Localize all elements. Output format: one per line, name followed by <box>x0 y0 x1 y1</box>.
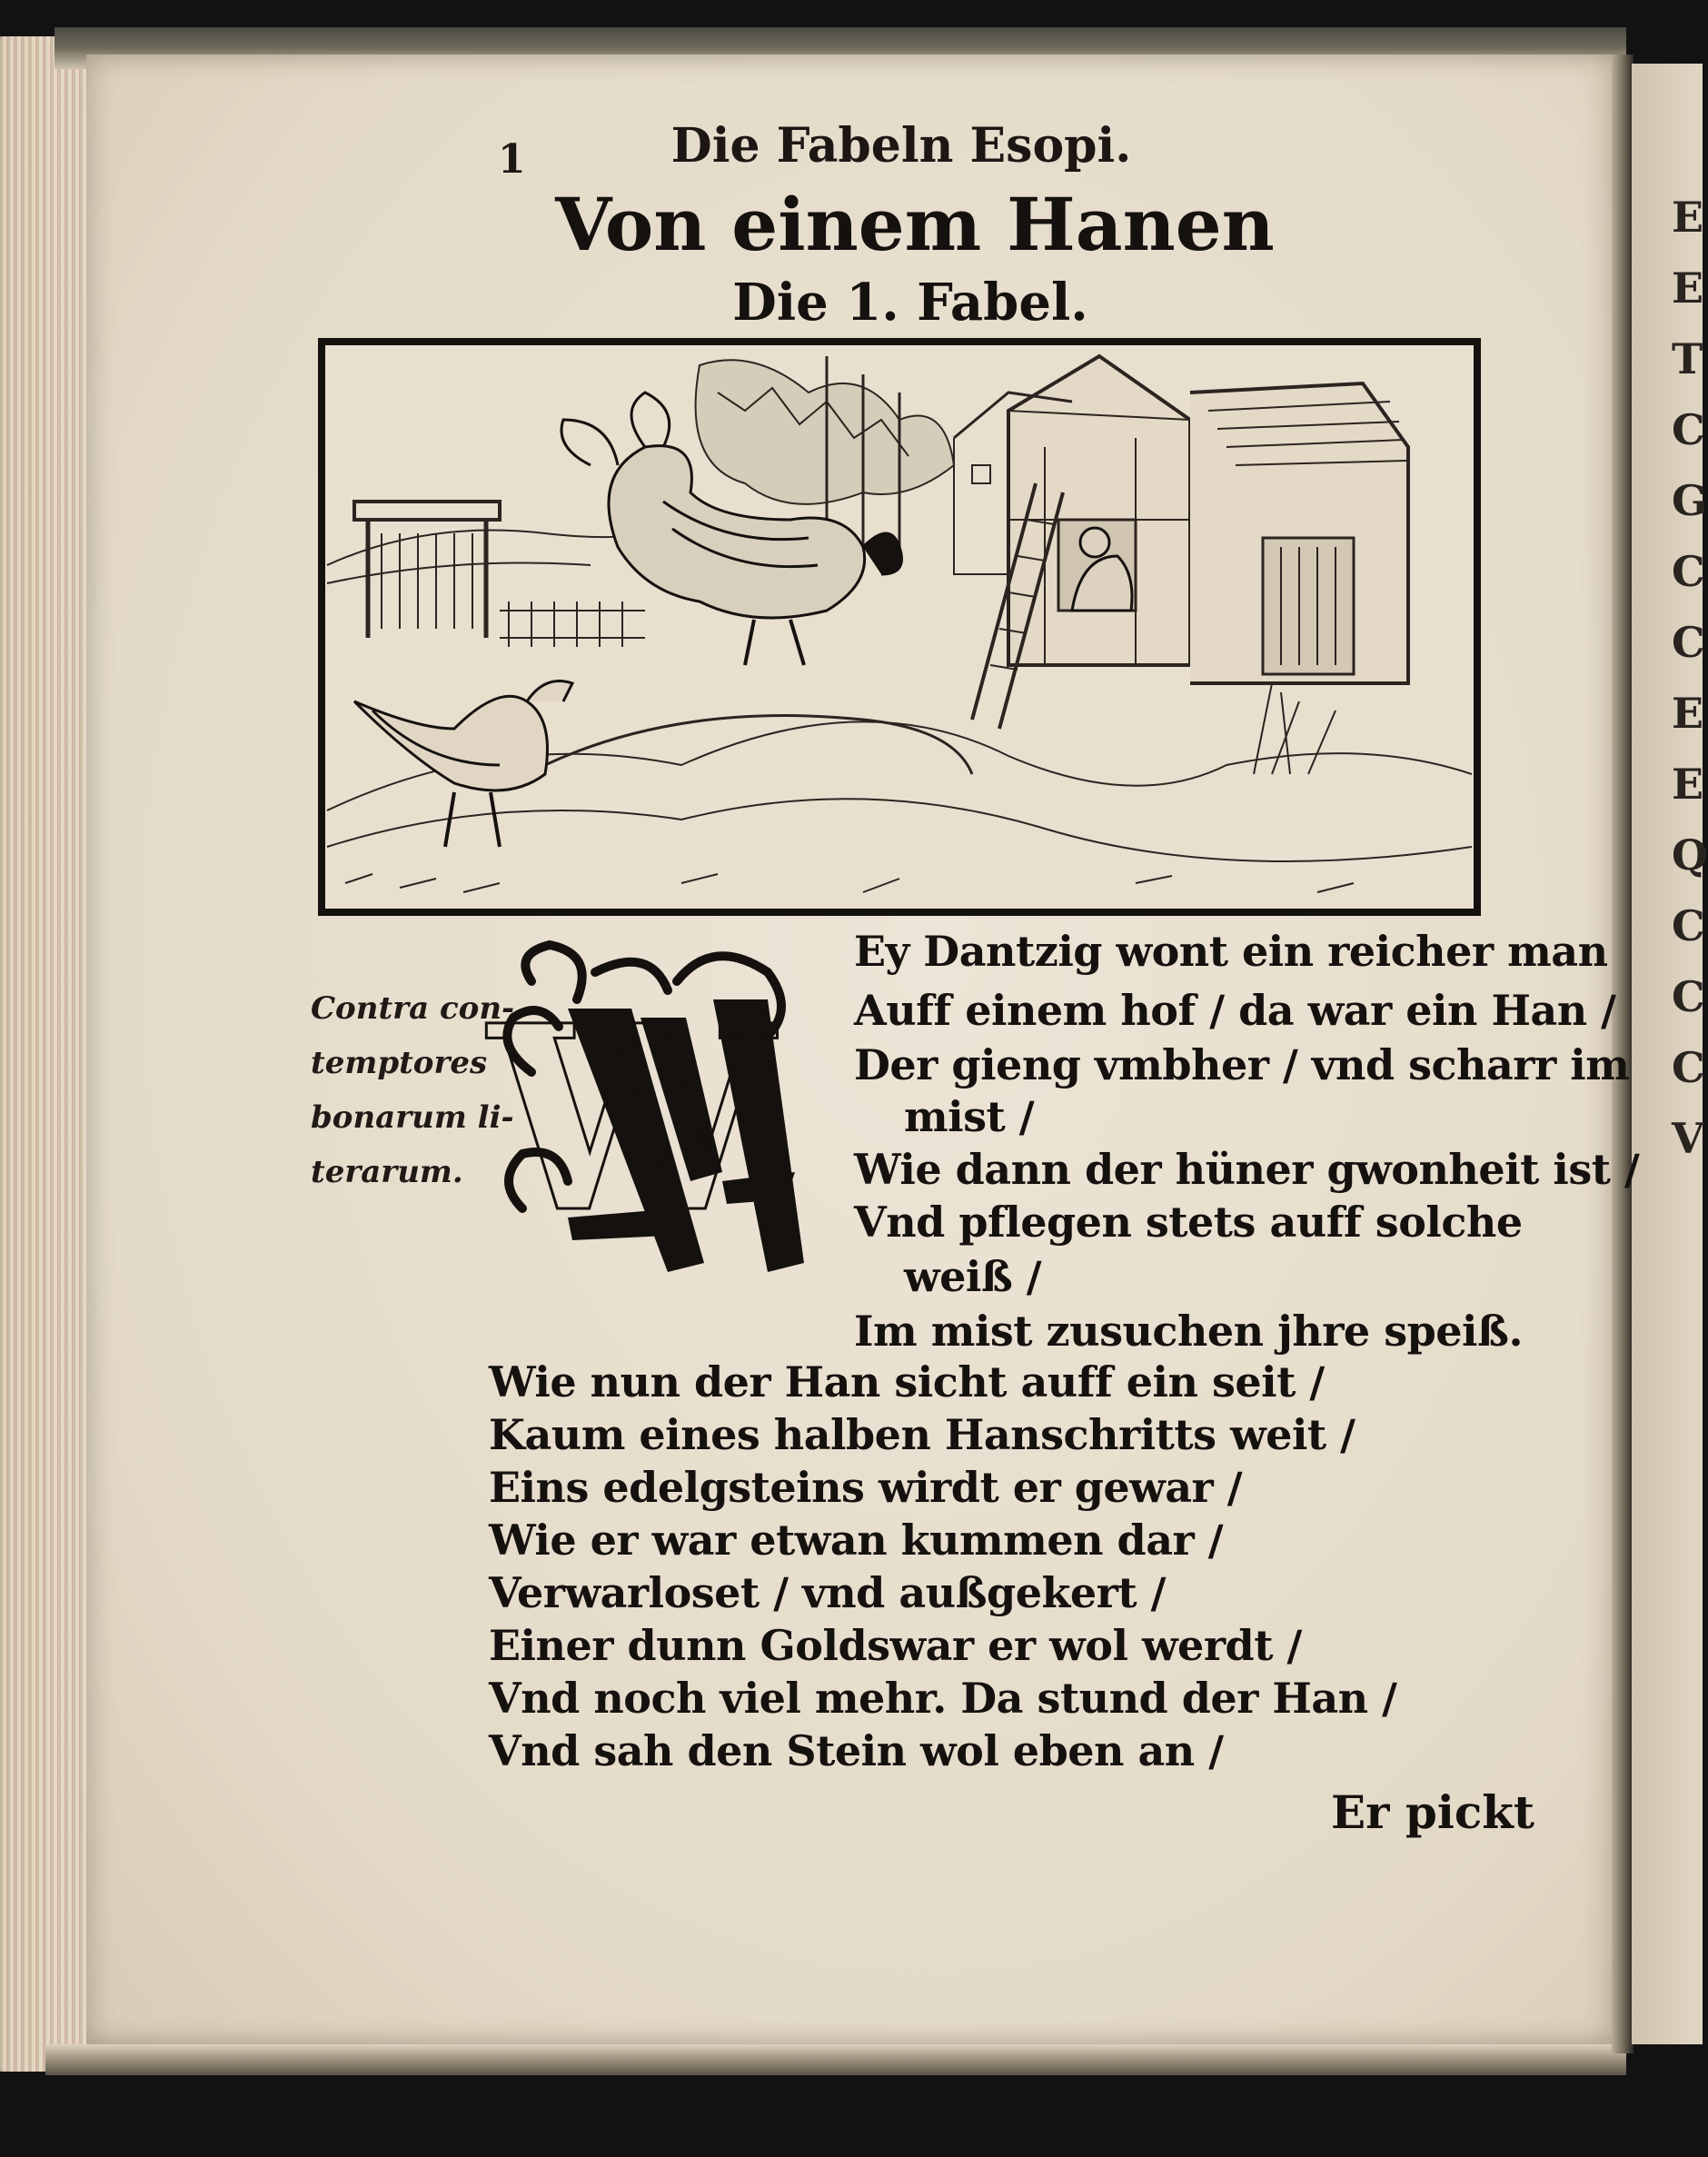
fable-title: Von einem Hanen <box>555 182 1275 267</box>
marginal-note <box>311 981 515 1199</box>
page-number: 1 <box>498 136 526 183</box>
facing-page-glyph: Q <box>1672 830 1708 880</box>
running-head: Die Fabeln Esopi. <box>670 118 1132 174</box>
page-edges <box>0 36 91 2072</box>
marginal-note-line: bonarum li- <box>311 1099 514 1136</box>
verse-line: Vnd sah den Stein wol eben an / <box>489 1726 1224 1775</box>
verse-line: Im mist zusuchen jhre speiß. <box>854 1307 1523 1356</box>
decorated-initial <box>488 936 845 1317</box>
facing-page-glyph: E <box>1672 689 1704 738</box>
catchword: Er pickt <box>1331 1785 1534 1839</box>
facing-page-glyph: C <box>1672 972 1705 1021</box>
facing-page-glyph: E <box>1672 760 1704 809</box>
verse-line: weiß / <box>904 1252 1042 1301</box>
verse-line: Der gieng vmbher / vnd scharr im <box>854 1040 1630 1089</box>
facing-page-glyph: C <box>1672 618 1705 667</box>
verse-line: Auff einem hof / da war ein Han / <box>854 986 1616 1035</box>
verse-line: Wie er war etwan kummen dar / <box>489 1516 1224 1565</box>
book-bottom-edge <box>45 2044 1626 2075</box>
facing-page-glyph: C <box>1672 1043 1705 1092</box>
marginal-note-line: terarum. <box>311 1154 463 1190</box>
facing-page-glyph: T <box>1672 334 1703 383</box>
facing-page-glyph: E <box>1672 263 1704 313</box>
verse-line: Verwarloset / vnd außgekert / <box>489 1568 1166 1617</box>
rooster-woodcut-illustration <box>318 338 1481 916</box>
verse-line: Kaum eines halben Hanschritts weit / <box>489 1410 1355 1459</box>
verse-line: mist / <box>904 1092 1035 1141</box>
fable-subtitle: Die 1. Fabel. <box>732 273 1088 333</box>
verse-line: Einer dunn Goldswar er wol werdt / <box>489 1621 1302 1670</box>
verse-line: Wie nun der Han sicht auff ein seit / <box>489 1357 1325 1407</box>
initial-letter: W <box>488 970 775 1269</box>
facing-page-glyph: C <box>1672 547 1705 596</box>
marginal-note-line: temptores <box>311 1045 488 1081</box>
marginal-note-line: Contra con- <box>311 990 515 1027</box>
facing-page-glyph: G <box>1672 476 1708 525</box>
facing-page-glyph: V <box>1672 1114 1704 1163</box>
verse-line: Vnd pflegen stets auff solche <box>854 1198 1523 1247</box>
verse-line: Wie dann der hüner gwonheit ist / <box>854 1145 1640 1194</box>
facing-page-glyph: C <box>1672 405 1705 454</box>
verse-line: Ey Dantzig wont ein reicher man <box>854 927 1608 976</box>
verse-line: Vnd noch viel mehr. Da stund der Han / <box>489 1674 1397 1723</box>
facing-page-glyph: C <box>1672 901 1705 950</box>
verse-line: Eins edelgsteins wirdt er gewar / <box>489 1463 1243 1512</box>
facing-page-glyph: E <box>1672 193 1704 242</box>
